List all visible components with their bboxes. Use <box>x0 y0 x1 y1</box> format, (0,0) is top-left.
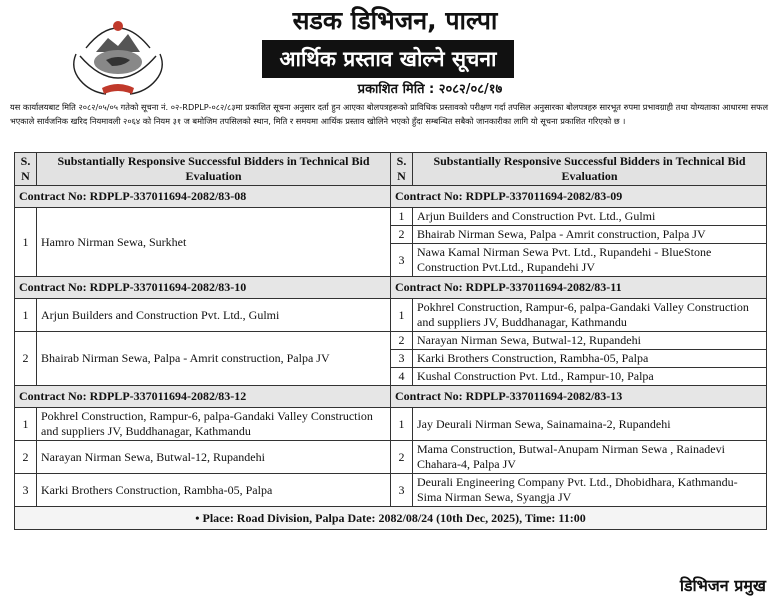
contract-row <box>15 386 767 408</box>
notice-title: आर्थिक प्रस्ताव खोल्ने सूचना <box>262 40 514 78</box>
bidder-sn: 2 <box>15 332 37 386</box>
bidder-name: Narayan Nirman Sewa, Butwal-12, Rupandehi <box>413 332 767 350</box>
table-row <box>15 408 767 441</box>
bidder-sn: 3 <box>391 350 413 368</box>
bidder-name: Kushal Construction Pvt. Ltd., Rampur-10, Palpa <box>413 368 767 386</box>
bidder-name: Karki Brothers Construction, Rambha-05, Palpa <box>37 474 391 507</box>
contract-number-left: Contract No: RDPLP-337011694-2082/83-08 <box>15 186 391 208</box>
contract-row <box>15 277 767 299</box>
bidder-sn: 2 <box>391 332 413 350</box>
bidder-name: Pokhrel Construction, Rampur-6, palpa-Gandaki Valley Construction and suppliers JV, Buddhanagar, Kathmandu <box>37 408 391 441</box>
bidder-name: Mama Construction, Butwal-Anupam Nirman Sewa , Rainadevi Chahara-4, Palpa JV <box>413 441 767 474</box>
bidder-name: Karki Brothers Construction, Rambha-05, Palpa <box>413 350 767 368</box>
bidder-sn: 1 <box>15 408 37 441</box>
bidder-sn: 2 <box>391 226 413 244</box>
contract-number-left: Contract No: RDPLP-337011694-2082/83-12 <box>15 386 391 408</box>
bidder-name: Deurali Engineering Company Pvt. Ltd., Dhobidhara, Kathmandu-Sima Nirman Sewa, Syangja JV <box>413 474 767 507</box>
bidders-table <box>14 152 767 530</box>
bidder-name: Bhairab Nirman Sewa, Palpa - Amrit construction, Palpa JV <box>413 226 767 244</box>
table-body <box>15 186 767 507</box>
bidder-sn: 2 <box>15 441 37 474</box>
contract-row <box>15 186 767 208</box>
table-row <box>15 441 767 474</box>
bidder-header-right: Substantially Responsive Successful Bidders in Technical Bid Evaluation <box>413 153 767 186</box>
contract-number-right: Contract No: RDPLP-337011694-2082/83-11 <box>391 277 767 299</box>
sn-header-left: S. N <box>15 153 37 186</box>
table-header-row <box>15 153 767 186</box>
bidder-name: Jay Deurali Nirman Sewa, Sainamaina-2, Rupandehi <box>413 408 767 441</box>
bidder-sn: 1 <box>391 408 413 441</box>
bidder-sn: 1 <box>391 208 413 226</box>
nepal-emblem-icon <box>66 8 170 100</box>
sn-header-right: S. N <box>391 153 413 186</box>
bidder-name: Bhairab Nirman Sewa, Palpa - Amrit construction, Palpa JV <box>37 332 391 386</box>
bidder-name: Narayan Nirman Sewa, Butwal-12, Rupandehi <box>37 441 391 474</box>
contract-number-right: Contract No: RDPLP-337011694-2082/83-13 <box>391 386 767 408</box>
bidder-sn: 4 <box>391 368 413 386</box>
bidder-sn: 1 <box>15 208 37 277</box>
bidder-sn: 1 <box>391 299 413 332</box>
intro-paragraph: यस कार्यालयबाट मिति २०८२/०५/०५ गतेको सूचना नं. ०२-RDPLP-०८२/८३मा प्रकाशित सूचना अनुसार दर्ता हुन आएका बोलपत्रहरूको प्राविधिक प्रस्तावको परीक्षण गर्दा तपसिल अनुसारका बोलपत्रहरु सारभूत रुपमा प्रभावग्राही तथा योग्यताका आधारमा सफल भएकाले सार्वजनिक खरिद नियमावली २०६४ को नियम ३१ ज बमोजिम तपसिलको स्थान, मिति र समयमा आर्थिक प्रस्ताव खोलिने भएको हुँदा सम्बन्धित सबैको जानकारीका लागि यो सूचना प्रकाशित गरिएको छ । <box>10 102 768 126</box>
bidder-sn: 1 <box>15 299 37 332</box>
contract-number-left: Contract No: RDPLP-337011694-2082/83-10 <box>15 277 391 299</box>
bidder-sn: 3 <box>15 474 37 507</box>
office-title: सडक डिभिजन, पाल्पा <box>292 6 498 35</box>
table-row <box>15 474 767 507</box>
bidder-name: Arjun Builders and Construction Pvt. Ltd., Gulmi <box>413 208 767 226</box>
table-row <box>15 332 767 350</box>
bidder-name: Arjun Builders and Construction Pvt. Ltd., Gulmi <box>37 299 391 332</box>
bidder-header-left: Substantially Responsive Successful Bidders in Technical Bid Evaluation <box>37 153 391 186</box>
bidder-name: Nawa Kamal Nirman Sewa Pvt. Ltd., Rupandehi - BlueStone Construction Pvt.Ltd., Rupandehi JV <box>413 244 767 277</box>
footer-row <box>15 507 767 530</box>
bidder-sn: 3 <box>391 244 413 277</box>
signature-division-chief: डिभिजन प्रमुख <box>679 576 766 595</box>
published-date: प्रकाशित मिति : २०८२/०८/१७ <box>357 82 503 97</box>
bidder-sn: 3 <box>391 474 413 507</box>
bidder-name: Pokhrel Construction, Rampur-6, palpa-Gandaki Valley Construction and suppliers JV, Buddhanagar, Kathmandu <box>413 299 767 332</box>
contract-number-right: Contract No: RDPLP-337011694-2082/83-09 <box>391 186 767 208</box>
table-row <box>15 208 767 226</box>
table-row <box>15 299 767 332</box>
opening-place-date-time: • Place: Road Division, Palpa Date: 2082/08/24 (10th Dec, 2025), Time: 11:00 <box>15 507 767 530</box>
bidder-sn: 2 <box>391 441 413 474</box>
bidder-name: Hamro Nirman Sewa, Surkhet <box>37 208 391 277</box>
